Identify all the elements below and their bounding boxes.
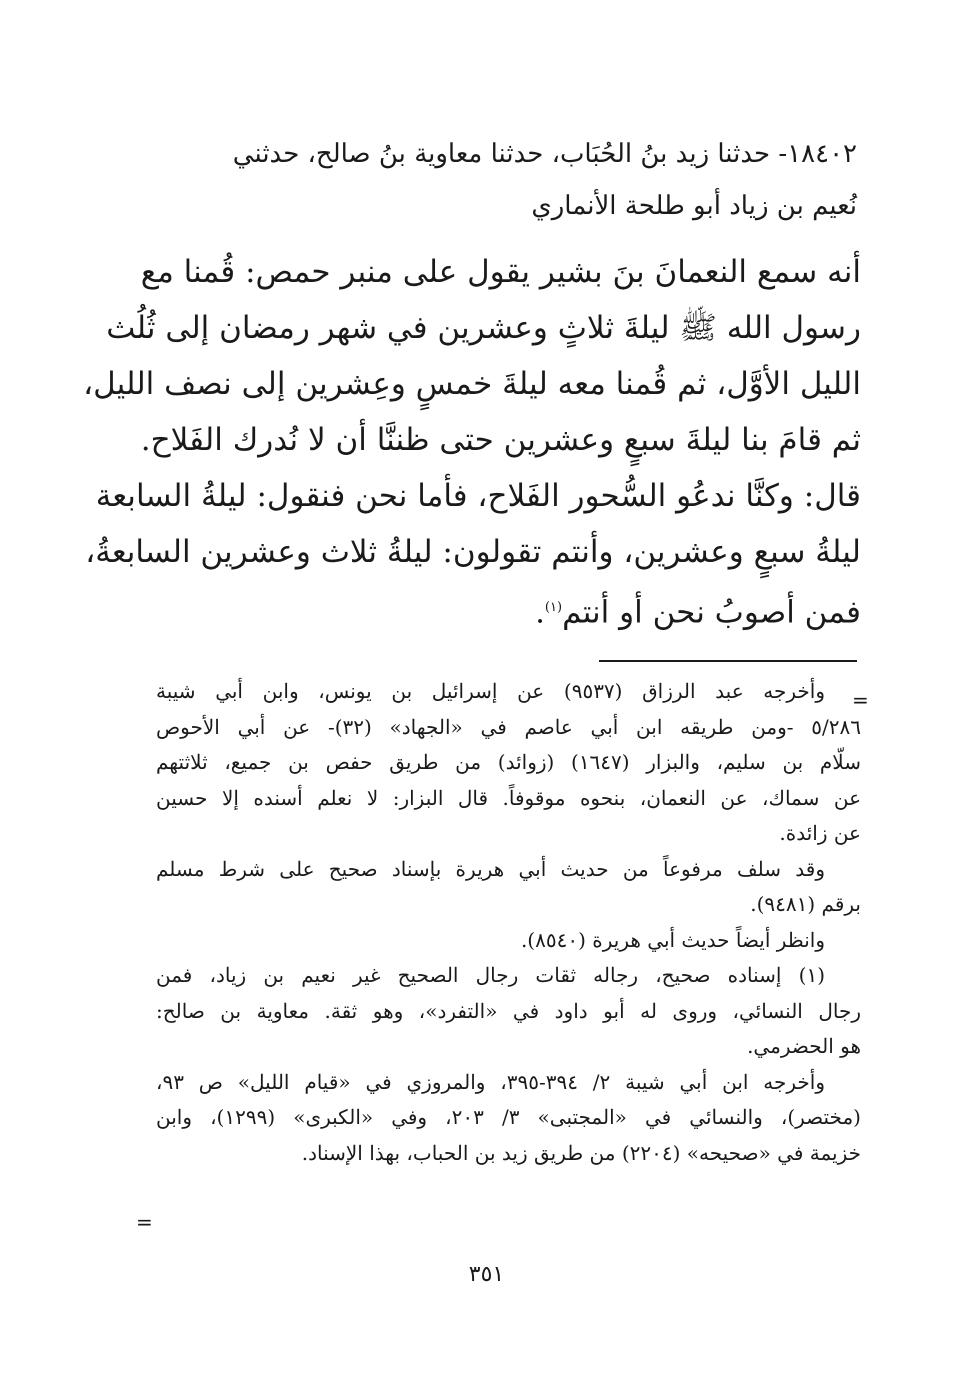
footnote-line: عن زائدة.: [779, 821, 861, 845]
footnote-line: وانظر أيضاً حديث أبي هريرة (٨٥٤٠).: [520, 927, 825, 952]
footnote-1-line: رجال النسائي، وروى له أبو داود في «التفرد»، وهو ثقة. معاوية بن صالح:: [156, 998, 861, 1023]
matn-line-7-text: فمن أصوبُ نحن أو أنتم: [562, 594, 861, 631]
page-number: ٣٥١: [468, 1262, 505, 1287]
footnote-reference: (١): [544, 600, 563, 615]
matn-line-7: [161, 580, 861, 640]
hadith-matn: [83, 244, 861, 640]
footnote-line: برقم (٩٤٨١).: [750, 892, 861, 916]
footnote-line: عن سماك، عن النعمان، بنحوه موقوفاً. قال البزار: لا نعلم أسنده إلا حسين: [156, 785, 861, 810]
hadith-isnad: [157, 128, 857, 232]
matn-line-4: ثم قامَ بنا ليلةَ سبعٍ وعشرين حتى ظننَّا أن لا نُدرك الفَلاح.: [140, 422, 861, 458]
matn-line-1: أنه سمع النعمانَ بنَ بشير يقول على منبر حمص: قُمنا مع: [140, 254, 861, 290]
matn-line-3: الليل الأوَّل، ثم قُمنا معه ليلةَ خمسٍ وعِشرين إلى نصف الليل،: [83, 366, 861, 402]
isnad-line-1: ١٨٤٠٢- حدثنا زيد بنُ الحُبَاب، حدثنا معاوية بنُ صالح، حدثني: [232, 139, 857, 169]
matn-line-2: رسول الله ﷺ ليلةَ ثلاثٍ وعشرين في شهر رمضان إلى ثُلُث: [106, 310, 861, 346]
continuation-mark-top: =: [852, 688, 869, 712]
footnote-separator: [599, 660, 857, 662]
matn-line-5: قال: وكنَّا ندعُو السُّحور الفَلاح، فأما نحن فنقول: ليلةُ السابعة: [95, 478, 861, 514]
footnotes: [156, 674, 861, 1171]
footnote-1-line: وأخرجه ابن أبي شيبة ٢/ ٣٩٤-٣٩٥، والمروزي في «قيام الليل» ص ٩٣،: [156, 1069, 825, 1094]
matn-line-6: ليلةُ سبعٍ وعشرين، وأنتم تقولون: ليلةُ ثلاث وعشرين السابعةُ،: [85, 534, 861, 570]
footnote-line: وقد سلف مرفوعاً من حديث أبي هريرة بإسناد صحيح على شرط مسلم: [156, 856, 825, 881]
footnote-1-line: هو الحضرمي.: [747, 1034, 861, 1058]
continuation-mark-bottom: =: [136, 1210, 153, 1234]
footnote-line: ٥/٢٨٦ -ومن طريقه ابن أبي عاصم في «الجهاد» (٣٢)- عن أبي الأحوص: [156, 714, 861, 739]
matn-end-punct: .: [535, 594, 545, 631]
footnote-1-line: (١) إسناده صحيح، رجاله ثقات رجال الصحيح غير نعيم بن زياد، فمن: [156, 963, 826, 987]
footnote-1-line: (مختصر)، والنسائي في «المجتبى» ٣/ ٢٠٣، وفي «الكبرى» (١٢٩٩)، وابن: [156, 1105, 861, 1129]
footnote-line: سلّام بن سليم، والبزار (١٦٤٧) (زوائد) من طريق حفص بن جميع، ثلاثتهم: [156, 750, 861, 774]
footnote-1-line: خزيمة في «صحيحه» (٢٢٠٤) من طريق زيد بن الحباب، بهذا الإسناد.: [301, 1140, 861, 1165]
footnote-line: وأخرجه عبد الرزاق (٩٥٣٧) عن إسرائيل بن يونس، وابن أبي شيبة: [156, 679, 825, 703]
isnad-line-2: نُعيم بن زياد أبو طلحة الأنماري: [531, 191, 857, 221]
